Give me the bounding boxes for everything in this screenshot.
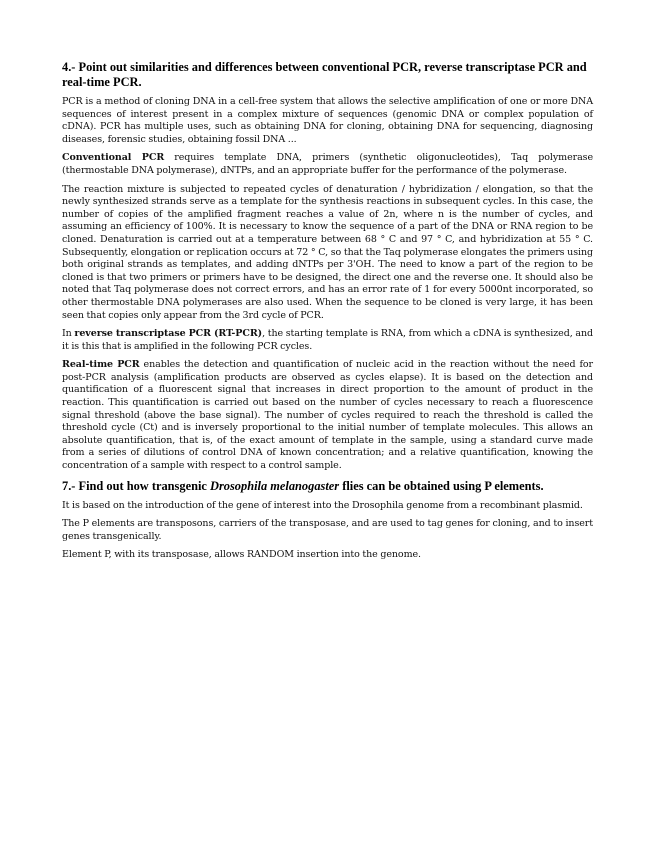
random-insertion-paragraph: Element P, with its transposase, allows RANDOM insertion into the genome.: [62, 549, 421, 561]
real-time-pcr-text: enables the detection and quantification of nucleic acid in the reaction without the need for post-PCR analysis (amplification products are observed as cycles elapse). It is based on the detection and quantification of a fluorescent signal that increases in direct proportion to the amount of product in the reaction. This quantification is carried out based on the number of cycles necessary to reach a fluorescence signal threshold (above the base signal). The number of cycles required to reach the threshold is called the threshold cycle (Ct) and is inversely proportional to the initial number of template molecules. This allows an absolute quantification, that is, of the exact amount of template in the sample, using a standard curve made from a series of dilutions of control DNA of known concentration; and a relative quantification, knowing the concentration of a sample with respect to a control sample.: [62, 359, 593, 472]
rt-pcr-text: , the starting template is RNA, from which a cDNA is synthesized, and it is this that is amplified in the following PCR cycles.: [62, 328, 593, 352]
conventional-pcr-term: Conventional PCR: [62, 152, 165, 164]
question-4-heading: 4.- Point out similarities and differences between conventional PCR, reverse transcriptase PCR and real-time PCR.: [62, 60, 587, 89]
question-7-species-name: Drosophila melanogaster: [210, 478, 340, 493]
rt-pcr-lead: In: [62, 328, 75, 340]
transposon-paragraph: The P elements are transposons, carriers of the transposase, and are used to tag genes for cloning, and to insert genes transgenically.: [62, 518, 593, 542]
question-7-heading-end: flies can be obtained using P elements.: [339, 478, 544, 493]
conventional-pcr-text: requires template DNA, primers (synthetic oligonucleotides), Taq polymerase (thermostable DNA polymerase), dNTPs, and an appropriate buffer for the performance of the polymerase.: [62, 152, 594, 176]
reaction-cycles-paragraph: The reaction mixture is subjected to repeated cycles of denaturation / hybridization / elongation, so that the newly synthesized strands serve as a template for the synthesis reactions in subsequent cycles. In this case, the number of copies of the amplified fragment reaches a value of 2n, where n is the number of cycles, and assuming an efficiency of 100%. It is necessary to know the sequence of a part of the DNA or RNA region to be cloned. Denaturation is carried out at a temperature between 68 ° C and 97 ° C, and hybridization at 55 ° C. Subsequently, elongation or replication occurs at 72 ° C, so that the Taq polymerase elongates the primers using both original strands as templates, and adding dNTPs per 3'OH. The need to know a part of the region to be cloned is that two primers or primers have to be designed, the direct one and the reverse one. It should also be noted that Taq polymerase does not correct errors, and has an error rate of 1 for every 5000nt incorporated, so other thermostable DNA polymerases are also used. When the sequence to be cloned is very large, it has been seen that copies only appear from the 3rd cycle of PCR.: [62, 183, 593, 321]
question-7-heading-start: 7.- Find out how transgenic: [62, 478, 211, 493]
conventional-pcr-paragraph: [62, 152, 593, 177]
real-time-pcr-paragraph: [62, 359, 593, 472]
p-element-intro-paragraph: It is based on the introduction of the gene of interest into the Drosophila genome from a recombinant plasmid.: [62, 499, 583, 511]
rt-pcr-term: reverse transcriptase PCR (RT-PCR): [74, 328, 263, 340]
real-time-pcr-term: Real-time PCR: [62, 359, 140, 371]
rt-pcr-paragraph: [62, 328, 593, 353]
pcr-intro-paragraph: PCR is a method of cloning DNA in a cell-free system that allows the selective amplification of one or more DNA sequences of interest present in a complex mixture of sequences (genomic DNA or complex population of cDNA). PCR has multiple uses, such as obtaining DNA for cloning, obtaining DNA for sequencing, diagnosing diseases, forensic studies, obtaining fossil DNA ...: [62, 96, 593, 145]
question-7-heading: [62, 479, 593, 494]
